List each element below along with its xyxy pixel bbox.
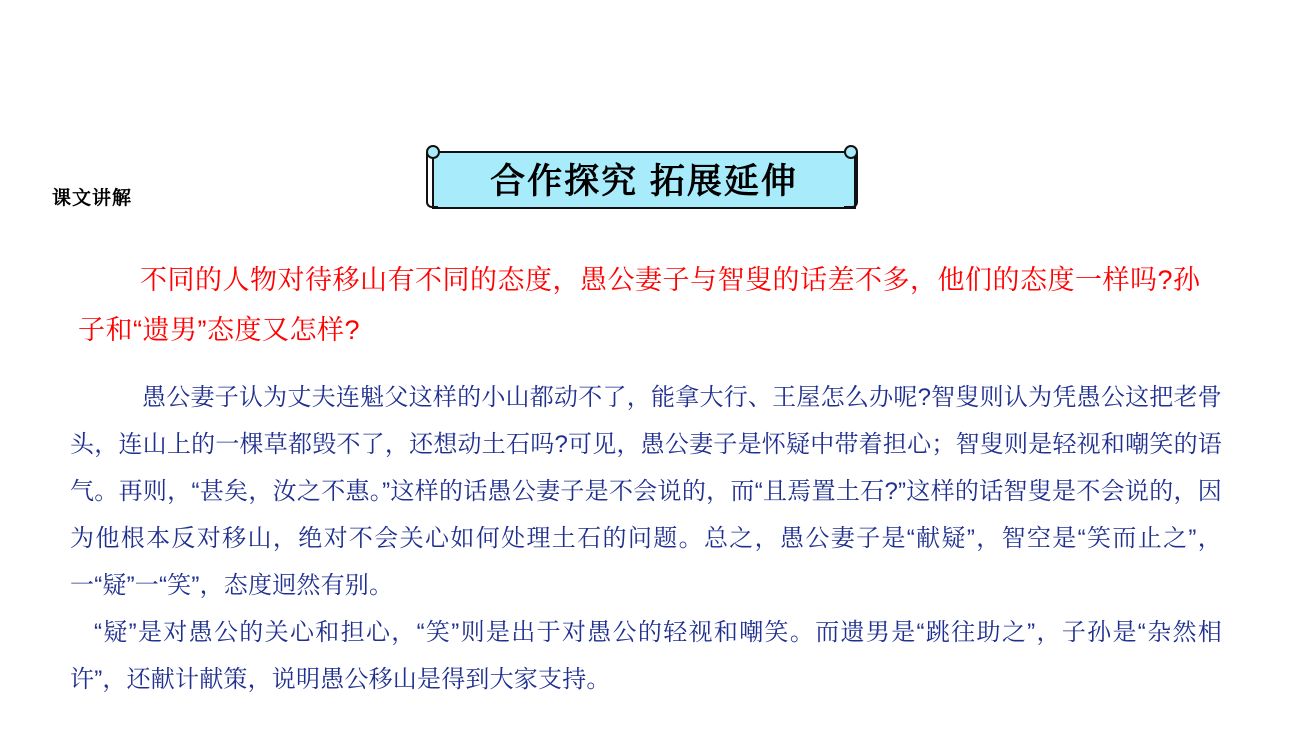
- discussion-question: 不同的人物对待移山有不同的态度，愚公妻子与智叟的话差不多，他们的态度一样吗?孙子和“遗男”态度又怎样?: [78, 265, 1201, 345]
- answer-paragraph-2: “疑”是对愚公的关心和担心，“笑”则是出于对愚公的轻视和嘲笑。而遗男是“跳往助之”，子孙是“杂然相许”，还献计献策，说明愚公移山是得到大家支持。: [70, 619, 1222, 693]
- page-title: 合作探究 拓展延伸: [490, 162, 798, 201]
- answer-body: [70, 374, 1222, 703]
- answer-paragraph-1: 愚公妻子认为丈夫连魁父这样的小山都动不了，能拿大行、王屋怎么办呢?智叟则认为凭愚公这把老骨头，连山上的一棵草都毁不了，还想动土石吗?可见，愚公妻子是怀疑中带着担心；智叟则是轻视和嘲笑的语气。再则，“甚矣，汝之不惠。”这样的话愚公妻子是不会说的，而“且焉置土石?”这样的话智叟是不会说的，因为他根本反对移山，绝对不会关心如何处理土石的问题。总之，愚公妻子是“献疑”，智空是“笑而止之”，一“疑”一“笑”，态度迥然有别。: [70, 384, 1222, 599]
- banner-top-left-curl-icon: [426, 145, 440, 159]
- section-label: 课文讲解: [52, 188, 133, 209]
- title-banner: [424, 145, 864, 213]
- banner-top-right-curl-icon: [844, 145, 858, 159]
